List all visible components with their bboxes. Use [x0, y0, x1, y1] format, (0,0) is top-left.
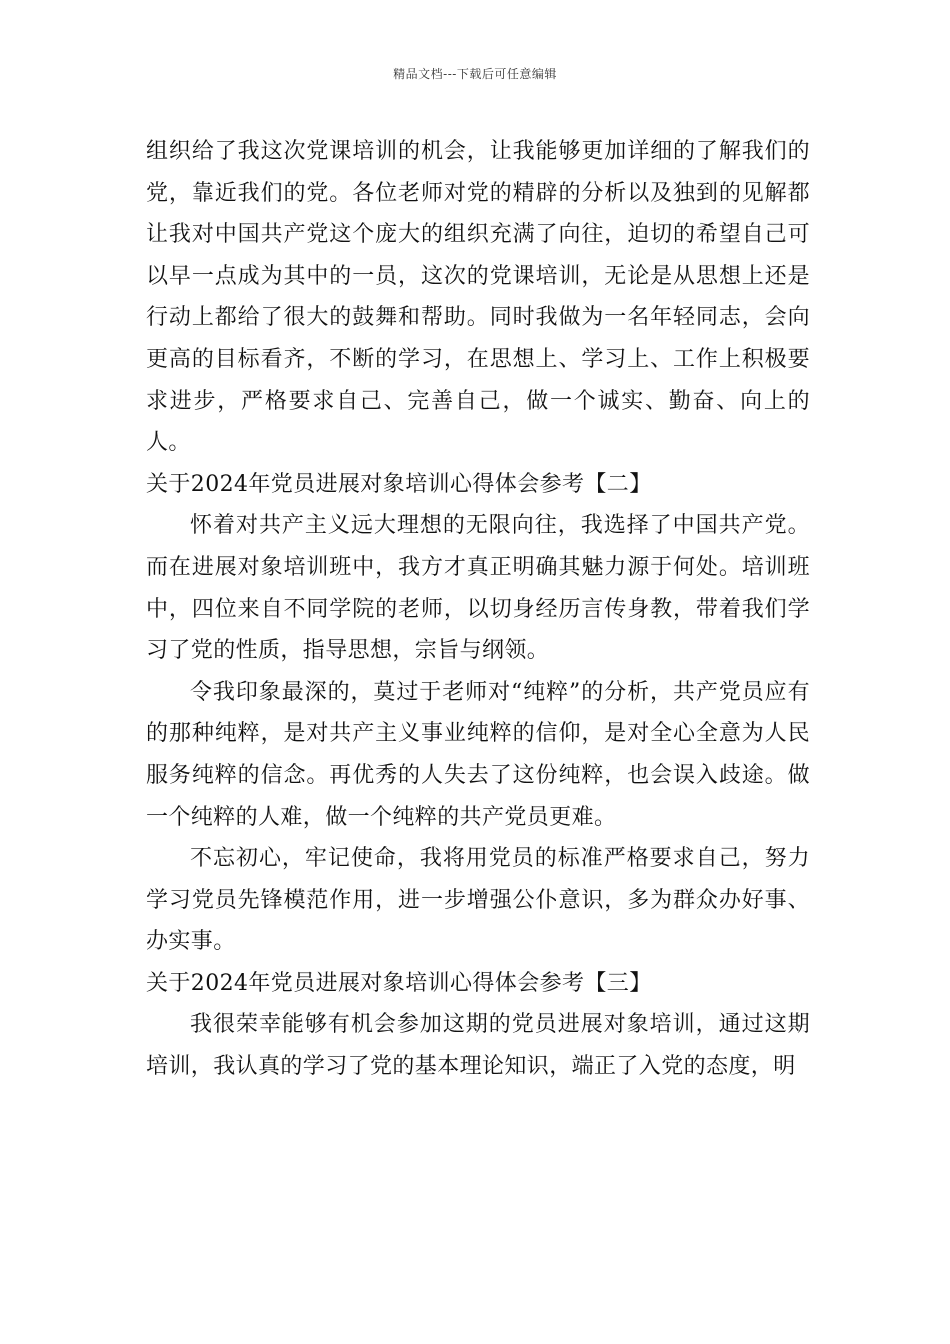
page-header: 精品文档---下载后可任意编辑: [393, 67, 557, 81]
section-heading-2: 关于2024年党员进展对象培训心得体会参考【二】: [146, 471, 652, 497]
paragraph-continuation: 组织给了我这次党课培训的机会，让我能够更加详细的了解我们的党，靠近我们的党。各位老师对党的精辟的分析以及独到的见解都让我对中国共产党这个庞大的组织充满了向往，迫切的希望自己可以早一点成为其中的一员，这次的党课培训，无论是从思想上还是行动上都给了很大的鼓舞和帮助。同时我做为一名年轻同志，会向更高的目标看齐，不断的学习，在思想上、学习上、工作上积极要求进步，严格要求自己、完善自己，做一个诚实、勤奋、向上的人。: [146, 139, 810, 456]
document-body: [146, 131, 810, 1088]
paragraph-2: 怀着对共产主义远大理想的无限向往，我选择了中国共产党。而在进展对象培训班中，我方才真正明确其魅力源于何处。培训班中，四位来自不同学院的老师，以切身经历言传身教，带着我们学习了党的性质，指导思想，宗旨与纲领。: [146, 513, 810, 664]
paragraph-4: 不忘初心，牢记使命，我将用党员的标准严格要求自己，努力学习党员先锋模范作用，进一步增强公仆意识，多为群众办好事、办实事。: [146, 846, 810, 955]
paragraph-3: 令我印象最深的，莫过于老师对“纯粹”的分析，共产党员应有的那种纯粹，是对共产主义事业纯粹的信仰，是对全心全意为人民服务纯粹的信念。再优秀的人失去了这份纯粹，也会误入歧途。做一个纯粹的人难，做一个纯粹的共产党员更难。: [146, 679, 810, 830]
section-heading-3: 关于2024年党员进展对象培训心得体会参考【三】: [146, 970, 652, 996]
paragraph-5: 我很荣幸能够有机会参加这期的党员进展对象培训，通过这期培训，我认真的学习了党的基本理论知识，端正了入党的态度，明: [146, 1012, 810, 1080]
